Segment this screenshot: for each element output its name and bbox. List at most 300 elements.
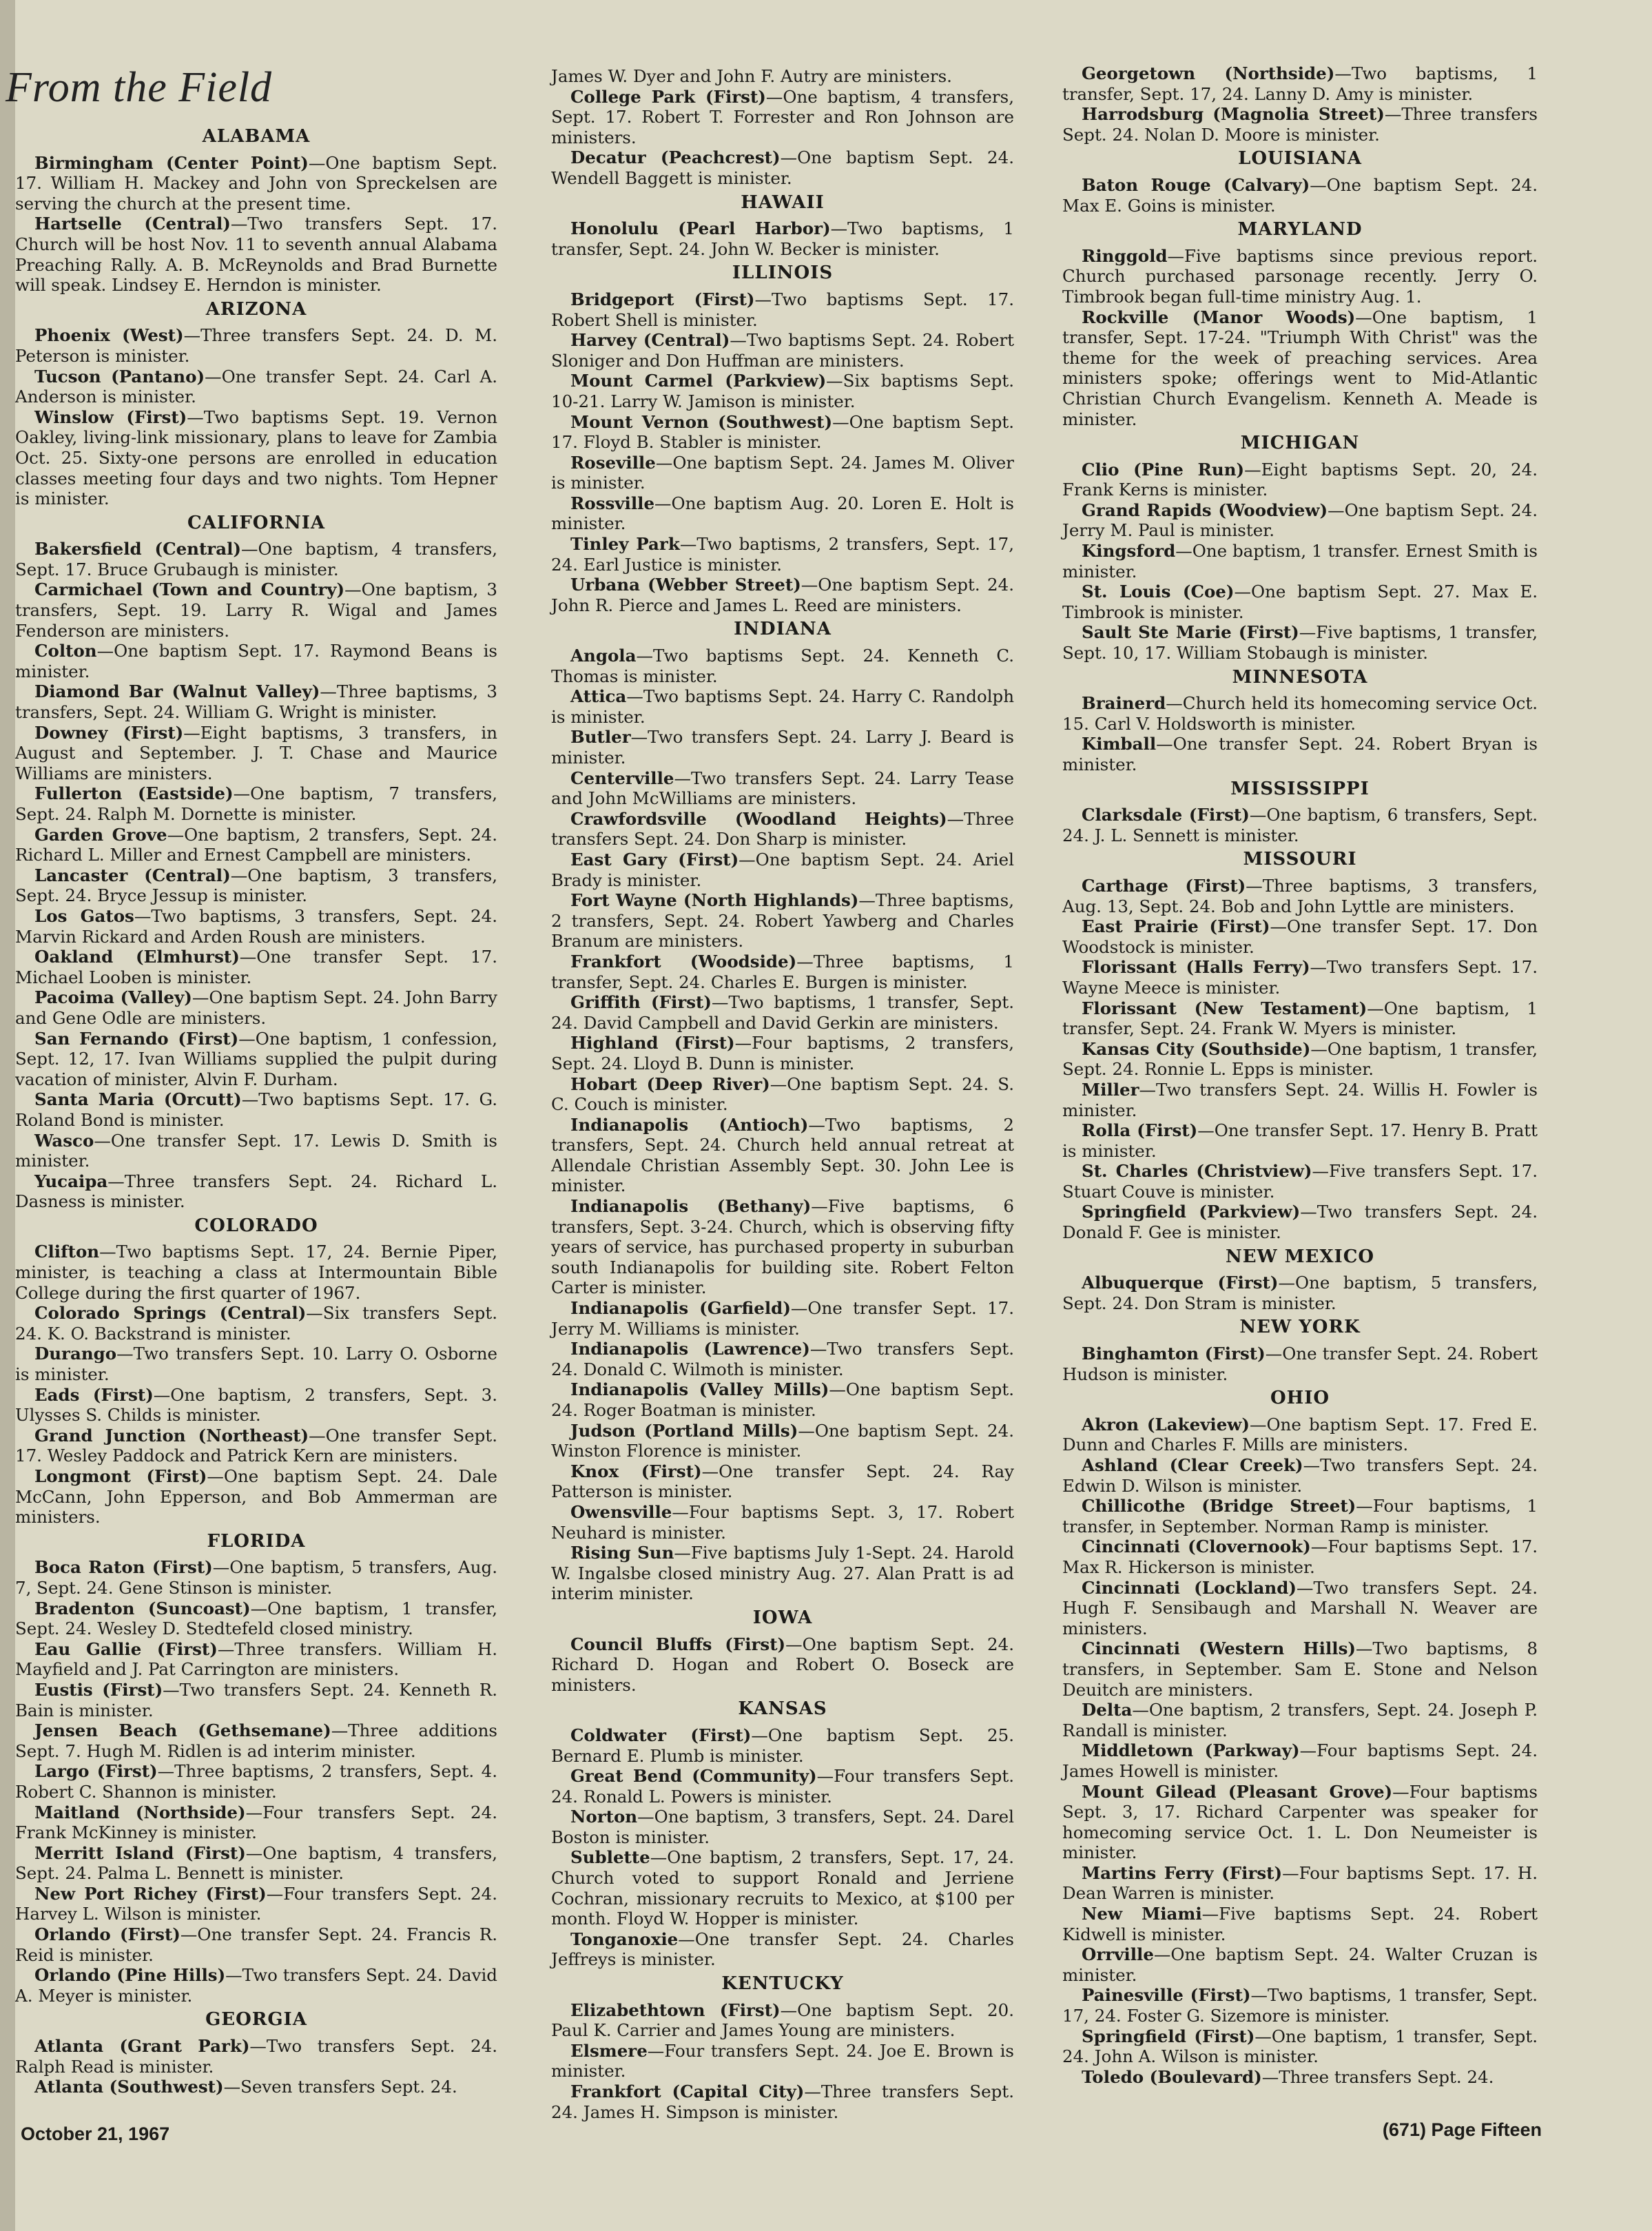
church-name: San Fernando (First): [34, 1028, 239, 1049]
church-report: [551, 371, 1014, 411]
report-text: —One baptism, 2 transfers, Sept. 24. Richard L. Miller and Ernest Campbell are ministers.: [15, 824, 497, 865]
report-text: —Two baptisms, 2 transfers, Sept. 17, 24. Earl Justice is minister.: [551, 534, 1014, 575]
report-text: —Two baptisms, 1 transfer, Sept. 17, 24. Foster G. Sizemore is minister.: [1062, 1985, 1538, 2026]
church-report: [551, 2081, 1014, 2122]
report-text: —Two transfers Sept. 24. Hugh F. Sensibaugh and Marshall N. Weaver are ministers.: [1062, 1577, 1538, 1638]
church-report: [1062, 957, 1538, 998]
church-name: Brainerd: [1082, 693, 1166, 714]
church-name: Colton: [34, 641, 97, 661]
report-text: —One baptism, 4 transfers, Sept. 24. Palma L. Bennett is minister.: [15, 1842, 497, 1884]
state-heading: MISSISSIPPI: [1230, 778, 1370, 799]
report-text: —One transfer Sept. 24. Ray Patterson is minister.: [551, 1461, 1014, 1502]
church-name: Yucaipa: [34, 1171, 108, 1191]
church-report: [15, 1924, 497, 1965]
state-heading: MICHIGAN: [1240, 433, 1360, 454]
church-report: [1062, 541, 1538, 582]
report-text: —Two transfers Sept. 24. Kenneth R. Bain is minister.: [15, 1679, 497, 1720]
church-name: Colorado Springs (Central): [34, 1303, 307, 1324]
church-name: Hobart (Deep River): [570, 1073, 770, 1094]
church-report: [551, 1502, 1014, 1543]
church-name: Mount Carmel (Parkview): [570, 371, 827, 391]
report-text: —One baptism Sept. 20. Paul K. Carrier and James Young are ministers.: [551, 1999, 1015, 2041]
church-name: Painesville (First): [1082, 1985, 1251, 2006]
report-text: —Four transfers Sept. 24. Harvey L. Wilson is minister.: [15, 1883, 497, 1924]
report-text: —One baptism, 1 transfer, Sept. 24. Ronnie L. Epps is minister.: [1062, 1038, 1538, 1080]
church-report: [551, 1421, 1014, 1461]
church-name: Indianapolis (Lawrence): [570, 1339, 810, 1359]
church-report: [15, 1761, 497, 1802]
church-report: [1062, 1344, 1538, 1384]
church-report: [551, 1339, 1014, 1379]
church-name: Bradenton (Suncoast): [34, 1598, 251, 1618]
report-text: —Three baptisms, 1 transfer, Sept. 24. Charles E. Burgen is minister.: [551, 951, 1014, 992]
report-text: —One baptism Sept. 17. Raymond Beans is minister.: [15, 641, 497, 681]
report-text: —Four baptisms Sept. 17. Max R. Hickerson is minister.: [1062, 1536, 1538, 1577]
report-text: —Four transfers Sept. 24. Frank McKinney is minister.: [15, 1802, 497, 1843]
church-report: [551, 1298, 1014, 1339]
church-report: [1062, 1578, 1538, 1639]
church-name: Bakersfield (Central): [34, 539, 241, 559]
report-text: —One baptism Sept. 25. Bernard E. Plumb is minister.: [551, 1725, 1014, 1766]
church-report: [551, 2041, 1014, 2081]
church-report: [15, 1720, 497, 1761]
church-report: [15, 1802, 497, 1843]
church-report: [551, 289, 1014, 330]
church-name: Coldwater (First): [570, 1725, 752, 1745]
report-text: —One baptism, 4 transfers, Sept. 17. Bruce Grubaugh is minister.: [15, 539, 497, 579]
report-text: —One transfer Sept. 24. Charles Jeffreys is minister.: [551, 1929, 1014, 1970]
church-name: East Gary (First): [570, 849, 739, 870]
church-name: Grand Junction (Northeast): [34, 1425, 309, 1446]
church-name: Oakland (Elmhurst): [34, 947, 240, 967]
report-text: —Eight baptisms, 3 transfers, in August and September. J. T. Chase and Maurice Williams are ministers.: [15, 722, 498, 783]
church-name: Tinley Park: [570, 534, 680, 555]
report-text: —Two transfers Sept. 24. Ralph Read is minister.: [15, 2036, 498, 2077]
church-name: Carthage (First): [1082, 875, 1246, 896]
church-name: Florissant (Halls Ferry): [1082, 957, 1310, 978]
church-report: [551, 890, 1014, 952]
state-heading: IOWA: [752, 1607, 813, 1628]
church-report: [1062, 246, 1538, 307]
church-name: Tucson (Pantano): [34, 366, 205, 387]
report-text: —Two transfers Sept. 24. David A. Meyer is minister.: [15, 1965, 497, 2006]
church-report: [15, 1131, 497, 1171]
church-name: Fort Wayne (North Highlands): [570, 890, 859, 911]
church-report: [1062, 998, 1538, 1039]
report-text: —Four baptisms Sept. 17. H. Dean Warren is minister.: [1062, 1862, 1538, 1904]
report-text: —Two baptisms, 8 transfers, in September. Sam E. Stone and Nelson Deuitch are ministers.: [1062, 1638, 1538, 1700]
church-name: Akron (Lakeview): [1082, 1414, 1250, 1435]
report-text: —Two baptisms, 1 transfer, Sept. 17, 24. Lanny D. Amy is minister.: [1062, 63, 1538, 104]
report-text: —Two transfers Sept. 24. Larry Tease and John McWilliams are ministers.: [551, 768, 1014, 809]
church-name: Roseville: [570, 452, 656, 473]
report-text: —Eight baptisms Sept. 20, 24. Frank Kerns is minister.: [1062, 459, 1538, 500]
church-report: [15, 906, 497, 947]
church-report: [1062, 500, 1538, 541]
church-name: Clifton: [34, 1242, 100, 1262]
church-report: [1062, 2067, 1538, 2088]
state-heading: NEW YORK: [1239, 1317, 1361, 1338]
church-report: [1062, 2026, 1538, 2067]
report-text: —Two transfers Sept. 17. Church will be host Nov. 11 to seventh annual Alabama Preaching Rally. A. B. McReynolds and Brad Burnette will speak. Lindsey E. Herndon is minister.: [15, 214, 497, 296]
church-report: [1062, 1415, 1538, 1455]
state-heading: INDIANA: [734, 619, 832, 640]
church-name: Los Gatos: [34, 905, 134, 926]
church-name: Birmingham (Center Point): [34, 152, 309, 173]
church-name: New Miami: [1082, 1904, 1202, 1924]
report-text: —One baptism, 1 transfer, Sept. 24. Wesley D. Stedtefeld closed ministry.: [15, 1598, 497, 1639]
church-name: Mount Gilead (Pleasant Grove): [1082, 1781, 1393, 1802]
report-text: —One baptism Sept. 24. Roger Boatman is minister.: [551, 1379, 1014, 1420]
church-report: [551, 218, 1014, 259]
report-text: —One baptism, 2 transfers, Sept. 24. Joseph P. Randall is minister.: [1062, 1700, 1538, 1740]
church-report: [551, 147, 1014, 188]
church-name: Fullerton (Eastside): [34, 783, 234, 804]
church-report: [1062, 1120, 1538, 1161]
church-report: [15, 1089, 497, 1130]
report-text: —One baptism Sept. 24. Ariel Brady is minister.: [551, 849, 1014, 890]
church-report: [551, 1634, 1014, 1696]
church-name: Urbana (Webber Street): [570, 575, 801, 595]
report-text: —Four baptisms Sept. 3, 17. Richard Carpenter was speaker for homecoming service Oct. 1. L. Don Neumeister is minister.: [1062, 1781, 1538, 1863]
report-text: —Four baptisms Sept. 3, 17. Robert Neuhard is minister.: [551, 1501, 1014, 1543]
report-text: —Three transfers Sept. 24.: [1261, 2066, 1494, 2087]
state-heading: LOUISIANA: [1238, 148, 1362, 169]
church-name: Kimball: [1082, 734, 1157, 754]
church-report: [1062, 1080, 1538, 1120]
church-name: Middletown (Parkway): [1082, 1740, 1300, 1761]
church-report: [15, 579, 497, 641]
church-name: Boca Raton (First): [34, 1557, 213, 1578]
church-name: Garden Grove: [34, 824, 167, 845]
report-text: —One transfer Sept. 24. Robert Hudson is minister.: [1062, 1344, 1538, 1384]
church-report: [551, 493, 1014, 534]
report-text: —Three baptisms, 2 transfers, Sept. 4. Robert C. Shannon is minister.: [15, 1761, 498, 1802]
church-name: Harrodsburg (Magnolia Street): [1082, 104, 1385, 125]
church-name: Georgetown (Northside): [1082, 63, 1335, 83]
church-report: [1062, 1863, 1538, 1904]
church-name: Elsmere: [570, 2040, 648, 2061]
report-text: —One baptism Sept. 17. Floyd B. Stabler is minister.: [551, 411, 1015, 453]
report-text: —Three baptisms, 2 transfers, Sept. 24. Robert Yawberg and Charles Branum are ministers.: [551, 890, 1014, 952]
church-name: Hartselle (Central): [34, 214, 231, 234]
section-masthead: From the Field: [6, 64, 273, 111]
church-report: [551, 686, 1014, 727]
church-name: Atlanta (Grant Park): [34, 2036, 250, 2057]
church-name: St. Charles (Christview): [1082, 1161, 1312, 1182]
church-name: New Port Richey (First): [34, 1883, 267, 1904]
church-name: Maitland (Northside): [34, 1802, 246, 1822]
column-3: [1062, 63, 1538, 2087]
church-name: Florissant (New Testament): [1082, 998, 1367, 1018]
page-binding-edge: [0, 0, 15, 2231]
report-text: —One baptism, 7 transfers, Sept. 24. Ralph M. Dornette is minister.: [15, 783, 497, 824]
church-report: [15, 681, 497, 722]
report-text: —Two baptisms Sept. 24. Robert Sloniger and Don Huffman are ministers.: [551, 330, 1015, 371]
report-text: —Four transfers Sept. 24. Ronald L. Powers is minister.: [551, 1766, 1014, 1807]
church-name: Binghamton (First): [1082, 1344, 1266, 1364]
state-heading: CALIFORNIA: [187, 512, 326, 533]
church-name: Indianapolis (Antioch): [570, 1114, 809, 1135]
church-report: [15, 1029, 497, 1090]
church-name: Indianapolis (Valley Mills): [570, 1379, 829, 1400]
church-name: Santa Maria (Orcutt): [34, 1089, 242, 1110]
church-report: [1062, 1904, 1538, 1944]
report-text: —One baptism, 3 transfers, Sept. 19. Larry R. Wigal and James Fenderson are ministers.: [15, 579, 497, 641]
church-report: [15, 1598, 497, 1639]
report-text: —Three transfers Sept. 24. Don Sharp is minister.: [551, 808, 1014, 850]
report-text: —One baptism, 5 transfers, Aug. 7, Sept. 24. Gene Stinson is minister.: [15, 1557, 497, 1598]
column-2: [551, 66, 1014, 2122]
church-report: [1062, 916, 1538, 957]
report-text: —Four baptisms, 2 transfers, Sept. 24. Lloyd B. Dunn is minister.: [551, 1033, 1014, 1073]
report-text: —Two transfers Sept. 24. Donald C. Wilmoth is minister.: [551, 1339, 1015, 1379]
report-text: —One baptism, 1 confession, Sept. 12, 17. Ivan Williams supplied the pulpit during vacation of minister, Alvin F. Durham.: [15, 1028, 497, 1089]
church-name: Frankfort (Capital City): [570, 2081, 805, 2101]
church-name: Clio (Pine Run): [1082, 459, 1245, 480]
church-name: Diamond Bar (Walnut Valley): [34, 681, 320, 702]
church-report: [1062, 622, 1538, 663]
church-name: Judson (Portland Mills): [570, 1420, 798, 1441]
church-report: [1062, 1740, 1538, 1781]
report-text: —Two transfers Sept. 17. Wayne Meece is minister.: [1062, 957, 1538, 998]
report-text: —Two baptisms Sept. 17. Robert Shell is minister.: [551, 289, 1014, 330]
church-name: Kingsford: [1082, 541, 1176, 562]
state-heading: HAWAII: [741, 192, 825, 213]
church-report: [551, 87, 1014, 148]
church-report: [1062, 1638, 1538, 1700]
church-name: Cincinnati (Lockland): [1082, 1577, 1297, 1598]
report-text: —One baptism Sept. 27. Max E. Timbrook is minister.: [1062, 582, 1538, 622]
state-heading: ALABAMA: [202, 126, 311, 147]
church-report: [1062, 1944, 1538, 1985]
report-text: —Five baptisms since previous report. Church purchased parsonage recently. Jerry O. Timbrook began full-time ministry Aug. 1.: [1062, 245, 1538, 307]
report-text: —Six baptisms Sept. 10-21. Larry W. Jamison is minister.: [551, 371, 1014, 411]
church-name: Jensen Beach (Gethsemane): [34, 1720, 331, 1741]
church-name: Martins Ferry (First): [1082, 1862, 1283, 1883]
church-report: [1062, 1700, 1538, 1740]
report-text: —Three baptisms, 3 transfers, Aug. 13, Sept. 24. Bob and John Lyttle are ministers.: [1062, 875, 1538, 916]
report-text: —One transfer Sept. 17. Henry B. Pratt is minister.: [1062, 1120, 1538, 1161]
report-text: —One baptism Sept. 24. Winston Florence is minister.: [551, 1420, 1014, 1461]
church-report: [1062, 805, 1538, 845]
church-report: [15, 1965, 497, 2006]
church-report: [1062, 1455, 1538, 1496]
church-report: [551, 727, 1014, 768]
report-text: —Two transfers Sept. 10. Larry O. Osborne is minister.: [15, 1344, 497, 1385]
church-name: Owensville: [570, 1501, 672, 1522]
church-name: Rossville: [570, 493, 655, 513]
church-report: [1062, 460, 1538, 500]
church-report: [551, 1929, 1014, 1970]
church-report: [551, 2000, 1014, 2041]
report-text: —Two baptisms Sept. 24. Kenneth C. Thomas is minister.: [551, 646, 1014, 686]
church-report: [15, 1884, 497, 1924]
church-name: Lancaster (Central): [34, 865, 231, 885]
report-text: —Six transfers Sept. 24. K. O. Backstrand is minister.: [15, 1303, 497, 1344]
church-report: [15, 1344, 497, 1384]
church-name: Ringgold: [1082, 245, 1168, 266]
church-name: Cincinnati (Clovernook): [1082, 1536, 1311, 1557]
church-name: East Prairie (First): [1082, 916, 1270, 937]
church-name: Orlando (Pine Hills): [34, 1965, 226, 1986]
report-text: —Two baptisms, 1 transfer, Sept. 24. David Campbell and David Gerkin are ministers.: [551, 992, 1014, 1033]
church-report: [1062, 1496, 1538, 1536]
report-text: —One transfer Sept. 17. Jerry M. Williams is minister.: [551, 1298, 1014, 1339]
report-text: —One baptism Sept. 24. Walter Cruzan is minister.: [1062, 1944, 1538, 1985]
church-report: [15, 783, 497, 824]
church-name: St. Louis (Coe): [1082, 582, 1235, 602]
church-report: [551, 575, 1014, 615]
church-name: Harvey (Central): [570, 330, 730, 351]
church-report: [551, 330, 1014, 371]
report-text: —One baptism, 1 transfer, Sept. 17-24. "Triumph With Christ" was the theme for the week of preaching services. Area ministers spoke; offerings went to Mid-Atlantic Christian Church Evangelism. Kenneth A. Meade is minister.: [1062, 307, 1538, 429]
report-text: —Church held its homecoming service Oct. 15. Carl V. Holdsworth is minister.: [1062, 693, 1538, 734]
report-text: —Three transfers Sept. 24. D. M. Peterson is minister.: [15, 325, 497, 366]
state-heading: COLORADO: [194, 1215, 318, 1236]
report-text: —Two transfers Sept. 24. Larry J. Beard is minister.: [551, 727, 1014, 768]
church-name: Ashland (Clear Creek): [1082, 1455, 1303, 1475]
church-report: [1062, 876, 1538, 916]
report-text: —Four baptisms Sept. 24. James Howell is minister.: [1062, 1740, 1538, 1781]
church-report: [15, 1639, 497, 1680]
church-name: Springfield (Parkview): [1082, 1202, 1301, 1222]
church-name: Elizabethtown (First): [570, 1999, 781, 2020]
church-name: Baton Rouge (Calvary): [1082, 174, 1310, 195]
church-name: Largo (First): [34, 1761, 158, 1782]
report-text: —Two baptisms, 3 transfers, Sept. 24. Marvin Rickard and Arden Roush are ministers.: [15, 905, 497, 947]
church-report: [15, 1171, 497, 1212]
report-text: —One baptism, 1 transfer, Sept. 24. Frank W. Myers is minister.: [1062, 998, 1538, 1039]
church-report: [1062, 582, 1538, 622]
church-report: [15, 987, 497, 1028]
report-text: —One baptism Sept. 24. Richard D. Hogan and Robert O. Boseck are ministers.: [551, 1634, 1015, 1695]
state-heading: MISSOURI: [1243, 849, 1357, 870]
state-heading: ILLINOIS: [732, 263, 834, 284]
church-report: [1062, 1782, 1538, 1863]
church-name: Delta: [1082, 1700, 1133, 1720]
report-text: —Five baptisms Sept. 24. Robert Kidwell is minister.: [1062, 1904, 1538, 1944]
report-text: —Five transfers Sept. 17. Stuart Couve is minister.: [1062, 1161, 1538, 1202]
report-text: —One baptism, 5 transfers, Sept. 24. Don Stram is minister.: [1062, 1273, 1538, 1313]
church-name: Cincinnati (Western Hills): [1082, 1638, 1356, 1659]
church-name: Council Bluffs (First): [570, 1634, 786, 1654]
church-report: [15, 325, 497, 366]
report-text: —Two transfers Sept. 24. Donald F. Gee is minister.: [1062, 1202, 1538, 1243]
church-name: Indianapolis (Garfield): [570, 1298, 791, 1319]
report-text: —One transfer Sept. 17. Michael Looben is minister.: [15, 947, 497, 987]
report-text: —One transfer Sept. 17. Don Woodstock is minister.: [1062, 916, 1538, 957]
report-text: —Two baptisms Sept. 24. Harry C. Randolph is minister.: [551, 686, 1014, 727]
church-name: Atlanta (Southwest): [34, 2077, 224, 2097]
church-report: [15, 539, 497, 579]
church-name: Wasco: [34, 1130, 94, 1151]
church-report: [1062, 1161, 1538, 1202]
church-report: [1062, 734, 1538, 774]
church-report: [551, 1807, 1014, 1847]
church-name: Norton: [570, 1807, 638, 1827]
church-name: Carmichael (Town and Country): [34, 579, 345, 600]
report-text: —Three baptisms, 3 transfers, Sept. 24. William G. Wright is minister.: [15, 681, 497, 723]
church-report: [551, 809, 1014, 850]
church-name: Sublette: [570, 1847, 650, 1868]
church-report: [551, 768, 1014, 809]
report-text: —Two transfers Sept. 24. Willis H. Fowler is minister.: [1062, 1079, 1538, 1120]
state-heading: ARIZONA: [205, 298, 307, 320]
church-report: [15, 367, 497, 407]
church-name: Indianapolis (Bethany): [570, 1196, 812, 1217]
report-text: —Seven transfers Sept. 24.: [223, 2077, 457, 2097]
report-text: —Four baptisms, 1 transfer, in September. Norman Ramp is minister.: [1062, 1496, 1538, 1536]
report-text: —Two baptisms Sept. 17, 24. Bernie Piper, minister, is teaching a class at Intermountain Bible College during the first quarter of 1967.: [15, 1242, 497, 1303]
church-report: [551, 646, 1014, 686]
report-text: —One baptism, 1 transfer. Ernest Smith is minister.: [1062, 541, 1538, 582]
report-text: —One baptism Sept. 24. Max E. Goins is minister.: [1062, 174, 1538, 216]
church-name: Rolla (First): [1082, 1120, 1198, 1141]
church-report: [551, 850, 1014, 890]
issue-date: October 21, 1967: [21, 2124, 170, 2144]
church-name: Crawfordsville (Woodland Heights): [570, 808, 947, 829]
church-report: [551, 992, 1014, 1033]
page-number: (671) Page Fifteen: [1382, 2119, 1542, 2140]
church-report: [15, 2036, 497, 2077]
church-name: Merritt Island (First): [34, 1842, 246, 1863]
church-name: Rockville (Manor Woods): [1082, 307, 1356, 327]
report-text: —One transfer Sept. 17. Lewis D. Smith is minister.: [15, 1130, 497, 1171]
state-heading: GEORGIA: [205, 2009, 307, 2030]
church-report: [551, 1115, 1014, 1196]
church-report: [1062, 104, 1538, 145]
church-name: Phoenix (West): [34, 325, 184, 346]
report-text: —Five baptisms, 6 transfers, Sept. 3-24. Church, which is observing fifty years of service, has purchased property in suburban south Indianapolis for building site. Robert Felton Carter is minister.: [551, 1196, 1014, 1298]
church-report: [1062, 63, 1538, 104]
church-report: [551, 1766, 1014, 1807]
report-text: —One baptism, 1 transfer, Sept. 24. John A. Wilson is minister.: [1062, 2026, 1538, 2067]
church-report: [551, 1379, 1014, 1420]
report-text: —One baptism Sept. 24. Jerry M. Paul is minister.: [1062, 500, 1538, 541]
church-name: Orrville: [1082, 1944, 1154, 1965]
church-name: College Park (First): [570, 86, 766, 107]
church-report: [1062, 1985, 1538, 2026]
report-text: —One transfer Sept. 24. Carl A. Anderson is minister.: [15, 366, 498, 407]
church-report: [551, 1847, 1014, 1929]
church-name: Eads (First): [34, 1384, 154, 1405]
church-name: Downey (First): [34, 722, 184, 743]
church-name: Eau Gallie (First): [34, 1638, 218, 1659]
church-report: [1062, 1039, 1538, 1080]
state-heading: OHIO: [1270, 1388, 1330, 1409]
report-text: —One baptism Sept. 17. Fred E. Dunn and Charles F. Mills are ministers.: [1062, 1414, 1538, 1455]
report-text: —One baptism Sept. 24. James M. Oliver is minister.: [551, 452, 1014, 493]
report-text: —Two baptisms Sept. 19. Vernon Oakley, living-link missionary, plans to leave for Zambia Oct. 25. Sixty-one persons are enrolled in education classes meeting four days and two nights. Tom Hepner is minister.: [15, 407, 498, 509]
church-report: [15, 2077, 497, 2097]
church-report: [551, 1074, 1014, 1115]
report-text: —Five baptisms July 1-Sept. 24. Harold W. Ingalsbe closed ministry Aug. 27. Alan Pratt is ad interim minister.: [551, 1543, 1014, 1604]
report-text: —Five baptisms, 1 transfer, Sept. 10, 17. William Stobaugh is minister.: [1062, 622, 1538, 664]
church-report: [551, 1725, 1014, 1766]
church-name: Chillicothe (Bridge Street): [1082, 1496, 1356, 1517]
church-report: [1062, 693, 1538, 734]
report-text: James W. Dyer and John F. Autry are ministers.: [551, 66, 952, 86]
church-report: [15, 641, 497, 681]
church-name: Griffith (First): [570, 992, 712, 1013]
church-name: Winslow (First): [34, 407, 187, 427]
church-report: [15, 214, 497, 295]
church-name: Rising Sun: [570, 1543, 674, 1563]
state-heading: KENTUCKY: [721, 1973, 844, 1995]
church-report: [15, 407, 497, 509]
church-report: [1062, 1202, 1538, 1242]
